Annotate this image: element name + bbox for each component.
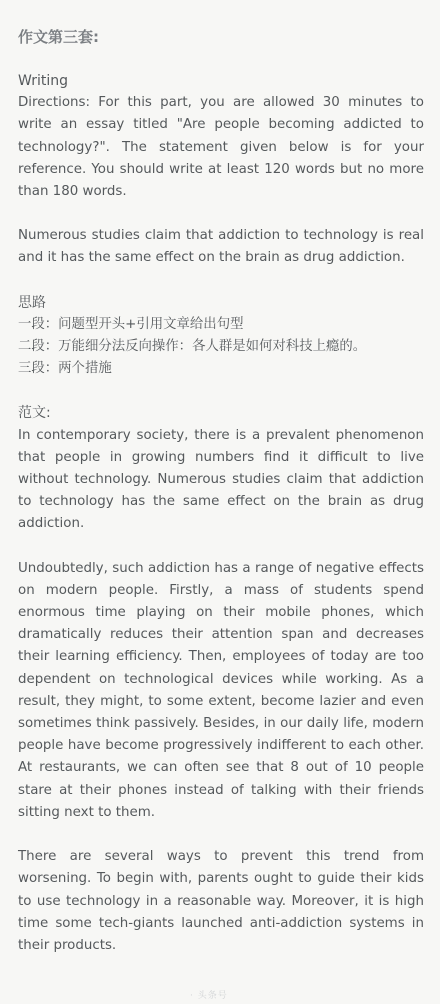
writing-section [18,70,424,203]
writing-label: Writing [18,73,68,89]
essay-conclusion-section [18,846,424,957]
watermark: · 头条号 [190,991,228,1001]
page-title: 作文第三套: [18,28,99,46]
outline-section [18,292,424,381]
outline-label: 思路 [18,294,46,311]
essay-label: 范文: [18,405,51,422]
statement-text: Numerous studies claim that addiction to technology is real and it has the same effect on the brain as drug addiction. [18,228,424,266]
essay-body-section [18,558,424,824]
statement-section [18,225,424,269]
document-page [18,26,424,979]
outline-item-3: 三段：两个措施 [18,361,112,377]
essay-paragraph-3: There are several ways to prevent this trend from worsening. To begin with, parents ought to guide their kids to use technology in a reasonable way. Moreover, it is high time some tech-giants launched anti-addiction systems in their products. [18,849,424,953]
essay-paragraph-2: Undoubtedly, such addiction has a range of negative effects on modern people. Firstly, a mass of students spend enormous time playing on their mobile phones, which dramatically reduces their attention span and decreases their learning efficiency. Then, employees of today are too dependent on technological devices while working. As a result, they might, to some extent, become lazier and even sometimes think passively. Besides, in our daily life, modern people have become progressively indifferent to each other. At restaurants, we can often see that 8 out of 10 people stare at their phones instead of talking with their friends sitting next to them. [18,560,424,820]
directions-text: Directions: For this part, you are allowed 30 minutes to write an essay titled "Are people becoming addicted to technology?". The statement given below is for your reference. You should write at least 120 words but no more than 180 words. [18,95,424,200]
outline-item-2: 二段：万能细分法反向操作：各人群是如何对科技上瘾的。 [18,339,367,355]
essay-paragraph-1: In contemporary society, there is a prevalent phenomenon that people in growing numbers find it difficult to live without technology. Numerous studies claim that addiction to technology has the same effect on the brain as drug addiction. [18,427,424,532]
outline-item-1: 一段：问题型开头+引用文章给出句型 [18,316,244,332]
essay-section [18,402,424,535]
